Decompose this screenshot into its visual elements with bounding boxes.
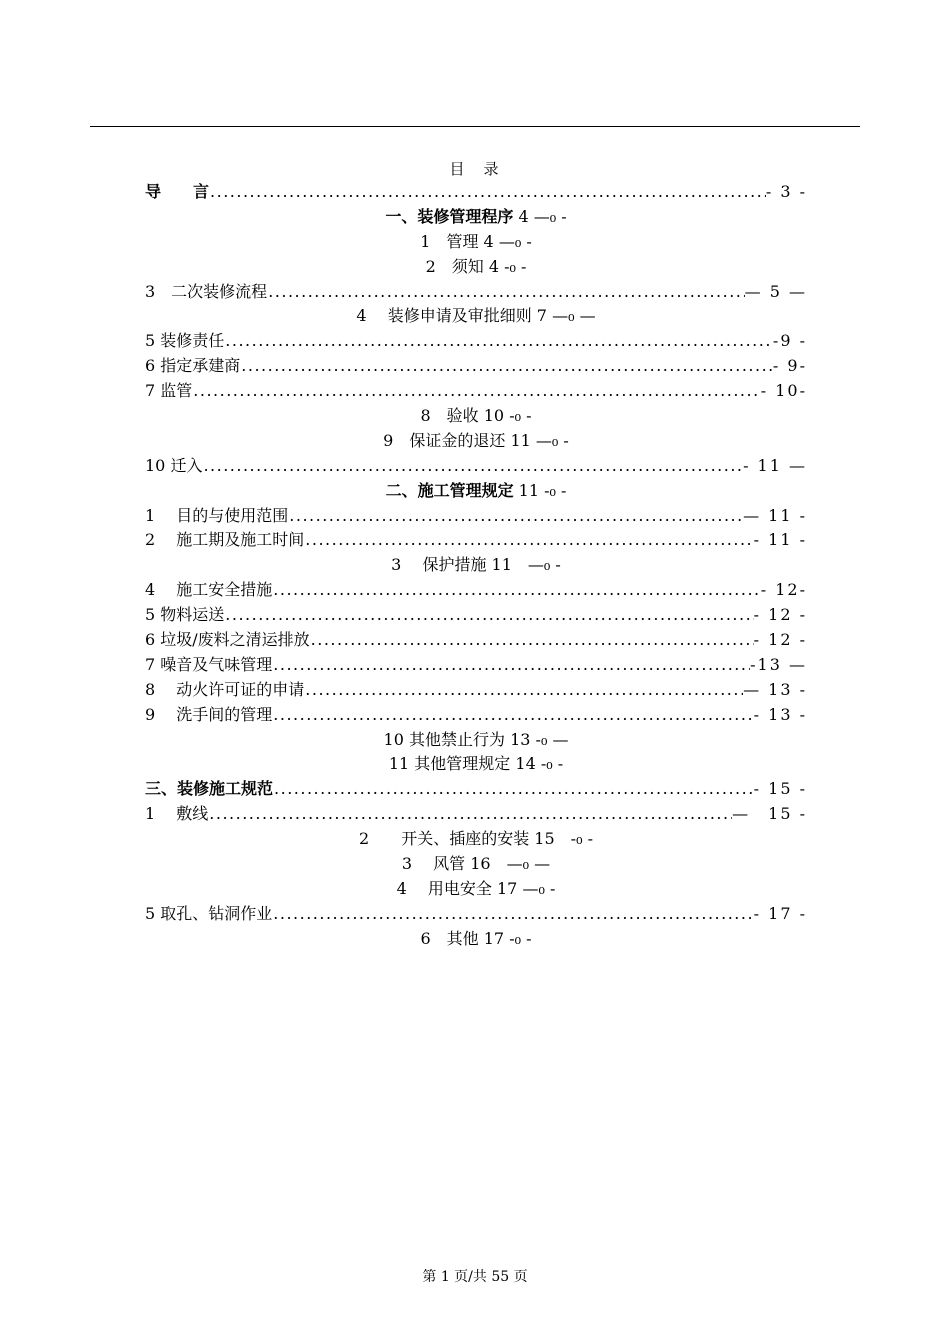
toc-entry[interactable]: [145, 852, 807, 877]
toc-entry[interactable]: [145, 927, 807, 952]
toc-entry-label: 4 装修申请及审批细则: [356, 306, 532, 326]
toc-entry[interactable]: [145, 454, 807, 479]
toc-entry-page: — 13 -: [743, 679, 807, 699]
toc-entry-label: 1 目的与使用范围: [145, 505, 289, 525]
toc-entry-label: 一、装修管理程序: [385, 206, 514, 226]
table-of-contents: [145, 180, 807, 952]
toc-entry-label: 5 物料运送: [145, 605, 225, 625]
toc-entry-page: 4 -₀ -: [488, 256, 527, 276]
toc-entry-label: 5 取孔、钻洞作业: [145, 903, 273, 923]
toc-entry-label: 2 开关、插座的安装: [359, 829, 530, 849]
toc-entry-label: 5 装修责任: [145, 331, 225, 351]
dot-leader: [304, 528, 753, 553]
toc-entry-page: — 11 -: [743, 505, 807, 525]
dot-leader: [272, 653, 750, 678]
toc-entry-page: - 9-: [772, 356, 807, 376]
toc-entry[interactable]: [145, 827, 807, 852]
toc-entry-page: - 3 -: [765, 182, 807, 201]
dot-leader: [240, 354, 773, 379]
toc-entry-label: 10 其他禁止行为: [383, 729, 505, 749]
toc-entry-page: 13 -₀ —: [510, 729, 569, 749]
toc-entry-label: 6 其他: [420, 928, 479, 948]
toc-entry[interactable]: [145, 628, 807, 653]
toc-entry-page: 17 —₀ -: [497, 878, 556, 898]
toc-entry-page: - 12-: [760, 580, 807, 600]
toc-entry[interactable]: [145, 728, 807, 753]
toc-entry[interactable]: [145, 578, 807, 603]
dot-leader: [272, 703, 753, 728]
toc-entry-page: — 15 -: [732, 804, 807, 824]
toc-entry[interactable]: [145, 553, 807, 578]
toc-entry-label: 1 管理: [420, 231, 479, 251]
dot-leader: [209, 180, 766, 205]
toc-entry-page: 14 -₀ -: [515, 754, 564, 774]
dot-leader: [310, 628, 754, 653]
toc-entry-page: - 12 -: [753, 630, 807, 650]
toc-entry-page: 10 -₀ -: [483, 406, 532, 426]
toc-entry-label: 8 动火许可证的申请: [145, 679, 305, 699]
toc-entry-page: 4 —₀ -: [483, 231, 532, 251]
dot-leader: [272, 578, 760, 603]
toc-entry-page: - 17 -: [753, 903, 807, 923]
toc-entry[interactable]: [145, 877, 807, 902]
toc-entry[interactable]: [145, 205, 807, 230]
dot-leader: [288, 504, 743, 529]
toc-entry[interactable]: [145, 653, 807, 678]
dot-leader: [272, 902, 753, 927]
toc-entry-page: 17 -₀ -: [483, 928, 532, 948]
toc-entry[interactable]: [145, 752, 807, 777]
toc-entry-page: -13 —: [750, 654, 807, 674]
toc-entry[interactable]: [145, 777, 807, 802]
dot-leader: [224, 329, 773, 354]
toc-entry-page: 11 -₀ -: [518, 480, 567, 500]
toc-entry[interactable]: [145, 280, 807, 305]
toc-entry-page: 11 —₀ -: [510, 430, 569, 450]
toc-entry-label: 10 迁入: [145, 455, 203, 475]
toc-entry-page: 7 —₀ —: [536, 306, 596, 326]
toc-entry-label: 6 垃圾/废料之清运排放: [145, 630, 310, 650]
toc-entry[interactable]: [145, 603, 807, 628]
toc-entry-label: 9 保证金的退还: [383, 430, 506, 450]
dot-leader: [202, 454, 743, 479]
toc-entry-page: - 11 —: [743, 455, 807, 475]
toc-entry[interactable]: [145, 902, 807, 927]
toc-entry-label: 11 其他管理规定: [388, 754, 511, 774]
toc-entry[interactable]: [145, 304, 807, 329]
toc-entry-page: 11 —₀ -: [491, 555, 561, 575]
toc-entry-page: -9 -: [772, 331, 807, 351]
dot-leader: [192, 379, 760, 404]
dot-leader: [273, 777, 754, 802]
toc-entry[interactable]: [145, 255, 807, 280]
toc-title: 目 录: [449, 160, 501, 178]
toc-entry-page: - 13 -: [753, 704, 807, 724]
toc-entry-label: 导 言: [145, 182, 210, 201]
toc-entry[interactable]: [145, 528, 807, 553]
toc-entry[interactable]: [145, 404, 807, 429]
toc-entry[interactable]: [145, 429, 807, 454]
toc-entry[interactable]: [145, 180, 807, 205]
toc-entry-label: 7 监管: [145, 381, 193, 401]
toc-entry-page: - 15 -: [753, 779, 807, 799]
toc-entry-label: 2 须知: [425, 256, 484, 276]
toc-entry[interactable]: [145, 678, 807, 703]
toc-entry-label: 三、装修施工规范: [145, 779, 274, 799]
page-footer: 第 1 页/共 55 页: [422, 1269, 528, 1285]
dot-leader: [304, 678, 743, 703]
toc-entry-page: - 10-: [760, 381, 807, 401]
toc-entry[interactable]: [145, 802, 807, 827]
toc-entry[interactable]: [145, 379, 807, 404]
toc-entry[interactable]: [145, 354, 807, 379]
dot-leader: [208, 802, 732, 827]
toc-entry-label: 3 风管: [401, 854, 466, 874]
toc-entry-label: 8 验收: [420, 406, 479, 426]
toc-entry-page: - 12 -: [753, 605, 807, 625]
toc-entry-label: 4 用电安全: [396, 878, 492, 898]
toc-entry[interactable]: [145, 504, 807, 529]
dot-leader: [267, 280, 744, 305]
toc-entry[interactable]: [145, 329, 807, 354]
toc-entry-label: 2 施工期及施工时间: [145, 530, 305, 550]
toc-entry-page: - 11 -: [753, 530, 807, 550]
toc-entry-page: 16 —₀ —: [470, 854, 551, 874]
toc-entry-label: 4 施工安全措施: [145, 580, 273, 600]
toc-entry[interactable]: [145, 230, 807, 255]
toc-entry-page: — 5 —: [744, 281, 807, 301]
toc-entry-label: 3 二次装修流程: [145, 281, 268, 301]
header-rule: [90, 126, 860, 127]
toc-entry-label: 6 指定承建商: [145, 356, 241, 376]
toc-entry-page: 4 —₀ -: [518, 206, 567, 226]
toc-entry-label: 9 洗手间的管理: [145, 704, 273, 724]
toc-entry-label: 1 敷线: [145, 804, 209, 824]
toc-entry[interactable]: [145, 703, 807, 728]
dot-leader: [224, 603, 753, 628]
toc-entry-label: 7 噪音及气味管理: [145, 654, 273, 674]
toc-entry-label: 二、施工管理规定: [385, 480, 514, 500]
toc-entry-label: 3 保护措施: [391, 555, 487, 575]
toc-entry-page: 15 -₀ -: [534, 829, 593, 849]
toc-entry[interactable]: [145, 479, 807, 504]
